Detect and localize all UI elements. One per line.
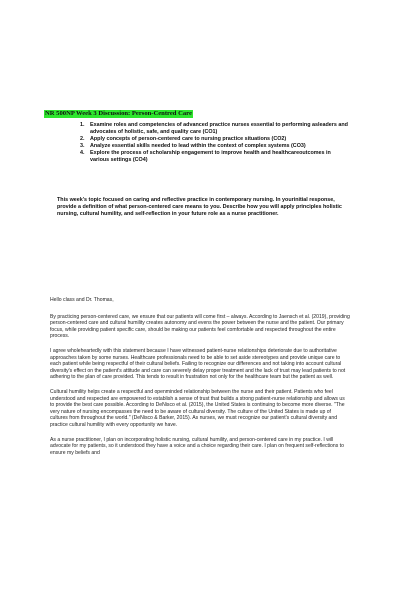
- objective-item: [80, 150, 350, 164]
- objective-item: [80, 143, 350, 150]
- paragraph: Cultural humility helps create a respectful and openminded relationship between the nurse and their patient. Patients who feel understood and respected are empowered to establish a sense of trust that builds a strong patient-nurse relationship and allows us to provide the best care possible. According to DeNisco et al. (2015), the United States is continuing to become more diverse. "The very nature of nursing encompasses the need to be aware of cultural diversity. The culture of the United States is made up of cultures from throughout the world." (DeNisco & Barker, 2015). As nurses, we must recognize our patient's cultural diversity and practice cultural humility with every opportunity we have.: [50, 388, 345, 428]
- objective-text: Analyze essential skills needed to lead within the context of complex systems (CO3): [90, 143, 306, 149]
- greeting: Hello class and Dr. Thomas,: [50, 297, 114, 303]
- discussion-prompt: This week's topic focused on caring and reflective practice in contemporary nursing. In yourinitial response, provide a definition of what person-centered care means to you. Describe how you will apply principles holistic nursing, cultural humility, and self-reflection in your future role as a nurse practitioner.: [57, 197, 342, 217]
- document-title: NR 500NP Week 3 Discussion: Person-Centred Care: [45, 110, 192, 117]
- objective-number: 3.: [80, 143, 85, 149]
- response-body: [50, 297, 350, 464]
- objective-item: [80, 122, 350, 136]
- objective-text: Explore the process of scholarship engagement to improve health and healthcareoutcomes in various settings (CO4): [90, 150, 331, 163]
- objective-number: 2.: [80, 136, 85, 142]
- objective-text: Examine roles and competencies of advanced practice nurses essential to performing asleaders and advocates of holistic, safe, and quality care (CO1): [90, 122, 348, 135]
- objectives-list: [80, 122, 350, 164]
- objective-text: Apply concepts of person-centered care to nursing practice situations (CO2): [90, 136, 287, 142]
- objective-number: 4.: [80, 150, 85, 156]
- paragraph: As a nurse practitioner, I plan on incorporating holistic nursing, cultural humility, and person-centered care in my practice. I will advocate for my patients, so it understood they have a voice and a choice regarding their care. I plan on frequent self-reflections to ensure my beliefs and: [50, 436, 344, 456]
- objective-item: [80, 136, 350, 143]
- paragraph: By practicing person-centered care, we ensure that our patients will come first – always. According to Jaensch et al. (2019), providing person-centered care and cultural humility creates autonomy and evens the power between the nurse and the patient. Our primary focus, while providing patient specific care, should be making our patients feel comfortable and respected throughout the entire process.: [50, 313, 350, 340]
- objective-number: 1.: [80, 122, 85, 128]
- paragraph: I agree wholeheartedly with this statement because I have witnessed patient-nurse relationships deteriorate due to authoritative approaches taken by some nurses. Healthcare professionals need to be able to set aside stereotypes and provide unique care to each patient while being respectful of their cultural beliefs. Failing to recognize our differences and not taking into account cultural diversity's effect on the patient's attitude and care can severely delay proper treatment and the lack of trust may lead patients to not adhering to the plan of care provided. This tends to result in frustration not only for the healthcare team but the patient as well.: [50, 347, 346, 381]
